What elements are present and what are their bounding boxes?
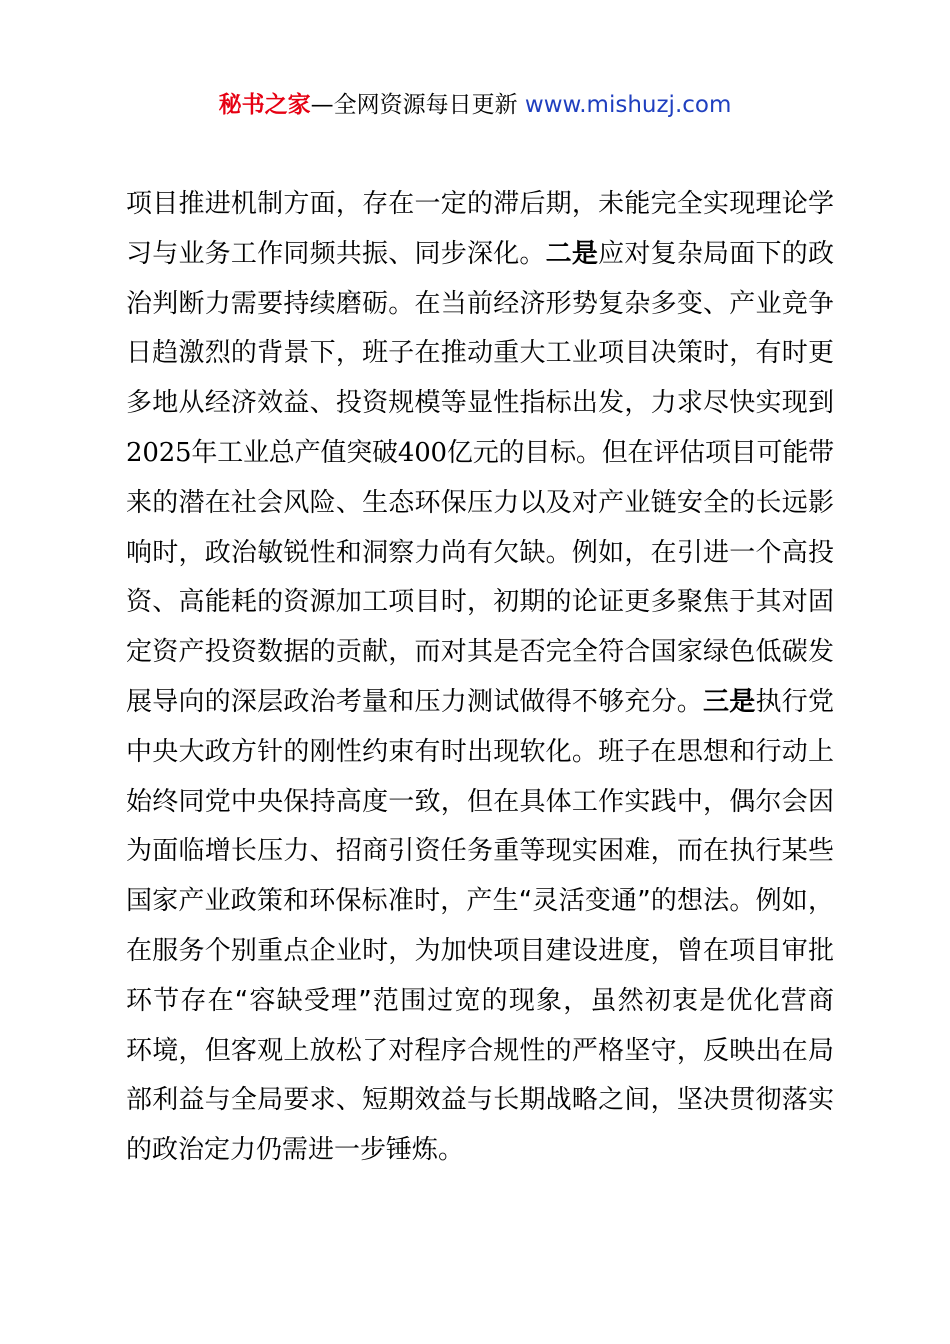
text-line [126, 479, 834, 529]
text-segment: 始终同党中央保持高度一致，但在具体工作实践中，偶尔会因 [126, 786, 835, 817]
text-line [126, 1027, 834, 1077]
text-line [126, 1126, 834, 1176]
text-segment: 在服务个别重点企业时，为加快项目建设进度，曾在项目审批 [126, 935, 835, 966]
text-line [126, 977, 834, 1027]
text-line [126, 877, 834, 927]
text-line [126, 927, 834, 977]
text-line [126, 578, 834, 628]
text-segment: 定资产投资数据的贡献，而对其是否完全符合国家绿色低碳发 [126, 637, 835, 668]
text-segment: 展导向的深层政治考量和压力测试做得不够充分。 [126, 686, 704, 717]
text-segment: 执行党 [755, 686, 835, 717]
text-line [126, 728, 834, 778]
text-segment: 日趋激烈的背景下，班子在推动重大工业项目决策时，有时更 [126, 338, 835, 369]
text-line [126, 827, 834, 877]
text-line [126, 1076, 834, 1126]
text-segment: 环境，但客观上放松了对程序合规性的严格坚守，反映出在局 [126, 1035, 835, 1066]
text-segment: 来的潜在社会风险、生态环保压力以及对产业链安全的长远影 [126, 487, 835, 518]
text-line [126, 230, 834, 280]
text-segment: 年工业总产值突破 [191, 437, 398, 468]
text-segment: 项目推进机制方面，存在一定的滞后期，未能完全实现理论学 [126, 189, 835, 219]
text-segment: 的政治定力仍需进一步锤炼。 [126, 1135, 465, 1166]
text-segment: 中央大政方针的刚性约束有时出现软化。班子在思想和行动上 [126, 736, 835, 767]
text-segment: 习与业务工作同频共振、同步深化。 [126, 238, 546, 269]
text-line [126, 280, 834, 330]
text-line [126, 529, 834, 579]
text-line [126, 778, 834, 828]
text-line [126, 678, 834, 728]
site-url-link[interactable]: www.mishuzj.com [524, 92, 732, 118]
text-segment: 国家产业政策和环保标准时，产生“灵活变通”的想法。例如， [126, 886, 835, 917]
text-segment: 响时，政治敏锐性和洞察力尚有欠缺。例如，在引进一个高投 [126, 537, 835, 568]
bold-heading-marker: 三是 [703, 686, 756, 717]
text-line [126, 379, 834, 429]
bold-heading-marker: 二是 [545, 238, 599, 269]
text-segment: 亿元的目标。但在评估项目可能带 [446, 437, 834, 468]
text-segment: 应对复杂局面下的政 [598, 238, 835, 269]
text-segment: 资、高能耗的资源加工项目时，初期的论证更多聚焦于其对固 [126, 587, 835, 618]
text-line [126, 429, 834, 479]
text-segment: 治判断力需要持续磨砺。在当前经济形势复杂多变、产业竞争 [126, 288, 835, 319]
number-text: 2025 [126, 437, 192, 468]
text-segment: 部利益与全局要求、短期效益与长期战略之间，坚决贯彻落实 [126, 1085, 835, 1116]
text-line [126, 329, 834, 379]
page-header [0, 88, 950, 122]
text-segment: 为面临增长压力、招商引资任务重等现实困难，而在执行某些 [126, 836, 835, 867]
number-text: 400 [397, 437, 447, 468]
text-segment: 环节存在“容缺受理”范围过宽的现象，虽然初衷是优化营商 [126, 985, 836, 1016]
header-tagline: —全网资源每日更新 [310, 92, 525, 118]
text-line [126, 628, 834, 678]
text-segment: 多地从经济效益、投资规模等显性指标出发，力求尽快实现到 [126, 388, 835, 419]
body-paragraph [126, 180, 834, 1176]
brand-name: 秘书之家 [218, 92, 311, 118]
text-line [126, 180, 834, 230]
